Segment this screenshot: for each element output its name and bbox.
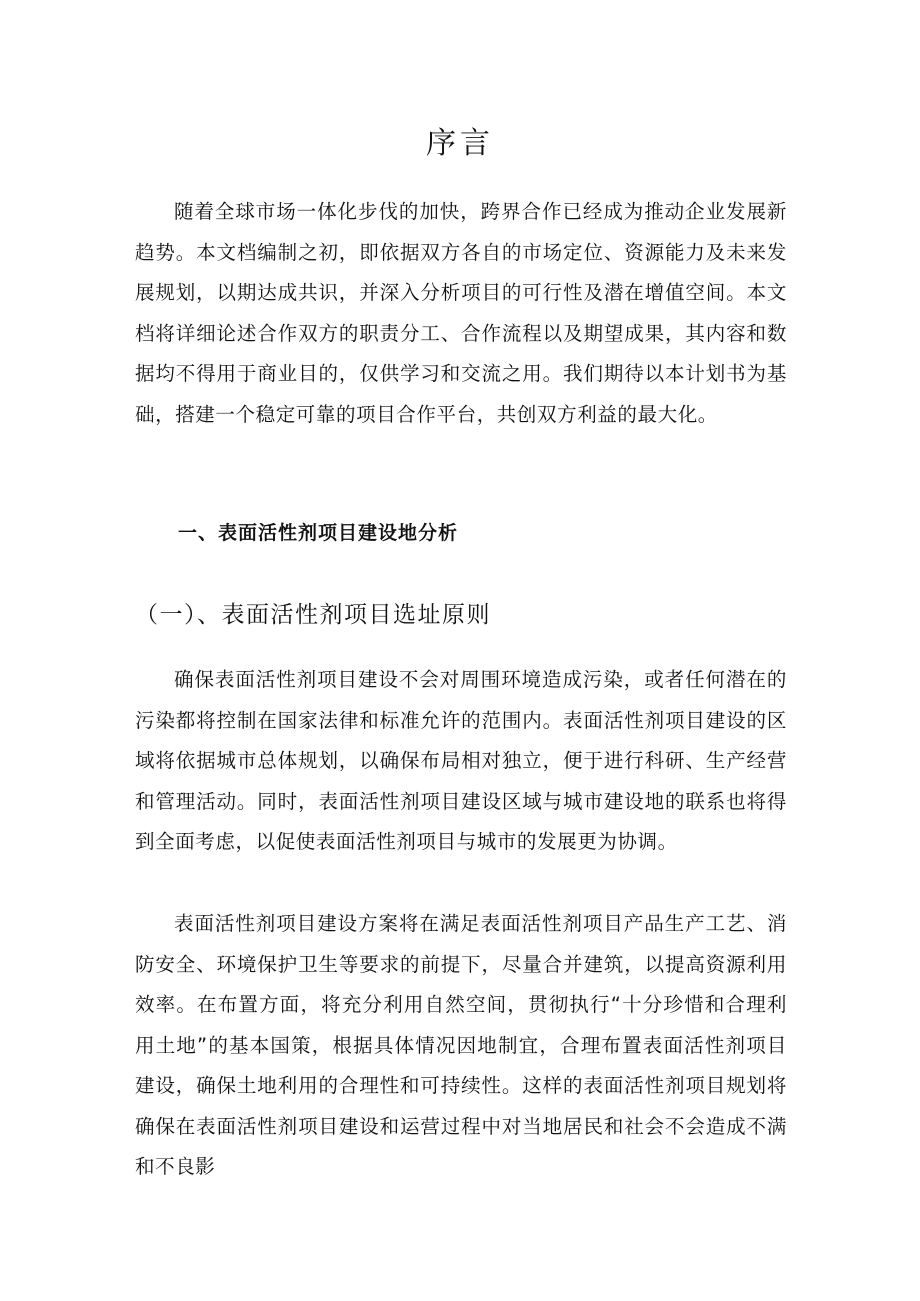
subsection-heading: （一）、表面活性剂项目选址原则 [135,602,491,628]
preface-paragraph: 随着全球市场一体化步伐的加快，跨界合作已经成为推动企业发展新趋势。本文档编制之初，即依据双方各自的市场定位、资源能力及未来发展规划，以期达成共识，并深入分析项目的可行性及潜在增值空间。本文档将详细论述合作双方的职责分工、合作流程以及期望成果，其内容和数据均不得用于商业目的，仅供学习和交流之用。我们期待以本计划书为基础，搭建一个稳定可靠的项目合作平台，共创双方利益的最大化。 [135,200,787,426]
body-paragraph-2: 表面活性剂项目建设方案将在满足表面活性剂项目产品生产工艺、消防安全、环境保护卫生等要求的前提下，尽量合并建筑，以提高资源利用效率。在布置方面，将充分利用自然空间，贯彻执行“十分珍惜和合理利用土地”的基本国策，根据具体情况因地制宜，合理布置表面活性剂项目建设，确保土地利用的合理性和可持续性。这样的表面活性剂项目规划将确保在表面活性剂项目建设和运营过程中对当地居民和社会不会造成不满和不良影 [135,912,787,1178]
page-title: 序言 [426,126,494,161]
section-heading: 一、表面活性剂项目建设地分析 [178,522,459,544]
body-paragraph-1: 确保表面活性剂项目建设不会对周围环境造成污染，或者任何潜在的污染都将控制在国家法律和标准允许的范围内。表面活性剂项目建设的区域将依据城市总体规划，以确保布局相对独立，便于进行科研、生产经营和管理活动。同时，表面活性剂项目建设区域与城市建设地的联系也将得到全面考虑，以促使表面活性剂项目与城市的发展更为协调。 [135,668,787,853]
